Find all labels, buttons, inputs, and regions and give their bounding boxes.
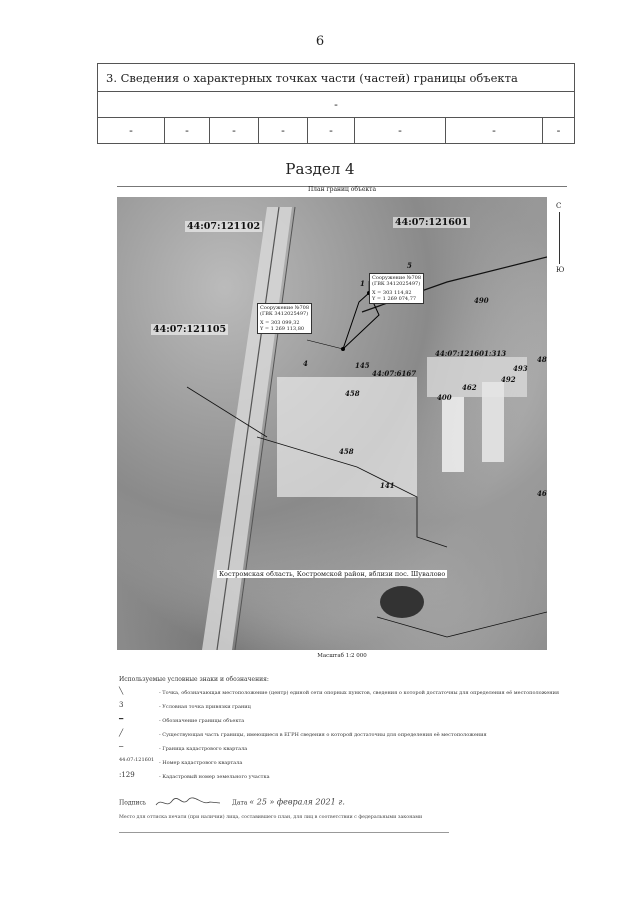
legend-symbol: 44:07:121601: [119, 757, 155, 763]
legend-item: [119, 771, 579, 785]
table-cell: -: [165, 118, 210, 144]
callout-sub: (ГВК 3412025497): [372, 281, 421, 287]
structure-callout-2: [257, 303, 312, 334]
cadastral-label-121102: 44:07:121102: [187, 221, 261, 232]
legend-symbol: ╱: [119, 729, 124, 737]
signature-line: [119, 797, 559, 809]
parcel-number: 458: [339, 447, 354, 456]
table-cell: -: [355, 118, 446, 144]
compass-north-label: С: [556, 202, 562, 210]
parcel-number: 400: [437, 393, 452, 402]
page-number: 6: [315, 34, 325, 49]
bottom-rule: [119, 832, 449, 833]
parcel-number: 141: [380, 481, 395, 490]
parcel-number: 462: [462, 383, 477, 392]
callout-leader: [307, 340, 343, 349]
handwritten-signature: [154, 797, 224, 809]
cadastral-label-121105: 44:07:121105: [153, 324, 227, 335]
signature-label: Подпись: [119, 799, 147, 807]
map-scale: Масштаб 1:2 000: [317, 653, 367, 659]
parcel-label-313: 44:07:121601:313: [435, 349, 507, 358]
boundary-plan: [117, 186, 567, 662]
table-cell: -: [308, 118, 355, 144]
table-cell: -: [543, 118, 575, 144]
table-cell: -: [259, 118, 308, 144]
legend-symbol: ━: [119, 715, 124, 723]
map-overlay: [117, 197, 547, 650]
callout-title: Сооружение №708: [260, 305, 310, 311]
parcel-number: 46: [537, 489, 547, 498]
legend-symbol: ╲: [119, 687, 124, 695]
building: [442, 397, 464, 472]
parcel-number: 48: [537, 355, 547, 364]
compass-arrow-icon: [559, 212, 560, 264]
signature-date: « 25 » февраля 2021 г.: [249, 797, 345, 807]
legend-text: - Кадастровый номер земельного участка: [159, 774, 270, 780]
structure-callout-1: [369, 273, 424, 304]
legend-symbol: ─: [119, 743, 124, 751]
callout-title: Сооружение №708: [372, 275, 422, 281]
callout-x: X = 303 114,82: [372, 290, 412, 296]
legend: [119, 676, 579, 785]
cadastral-label-121601: 44:07:121601: [395, 217, 469, 228]
legend-item: [119, 701, 579, 715]
points-cells-row: [98, 118, 575, 144]
legend-text: - Точка, обозначающая местоположение (центр) единой сети опорных пунктов, сведения о которой достаточны для определения её местоположения: [159, 690, 560, 696]
parcel-number: 493: [513, 364, 528, 373]
road-line: [217, 207, 279, 650]
legend-item: [119, 715, 579, 729]
table-cell: -: [446, 118, 543, 144]
legend-text: - Граница кадастрового квартала: [159, 746, 248, 752]
parcel-number: 458: [345, 389, 360, 398]
legend-item: [119, 687, 579, 701]
points-section-title: 3. Сведения о характерных точках части (частей) границы объекта: [98, 64, 575, 92]
point-number: 5: [407, 261, 412, 270]
map-address: Костромская область, Костромской район, вблизи пос. Шувалово: [219, 570, 446, 578]
pond: [380, 586, 424, 618]
callout-x: X = 303 099,32: [260, 320, 300, 326]
legend-symbol: 3: [119, 701, 124, 709]
compass-south-label: Ю: [556, 266, 565, 274]
callout-y: Y = 1 269 113,80: [260, 326, 305, 332]
legend-text: - Существующая часть границы, имеющиеся в ЕГРН сведения о которой достаточны для определения её местоположения: [159, 732, 487, 738]
stamp-note: Место для оттиска печати (при наличии) лица, составившего план, для лиц в соответствии с федеральными законами: [119, 815, 423, 820]
parcel-number: 145: [355, 361, 370, 370]
legend-text: - Обозначение границы объекта: [159, 718, 245, 724]
legend-item: [119, 729, 579, 743]
legend-item: [119, 757, 579, 771]
table-cell: -: [98, 118, 165, 144]
callout-sub: (ГВК 3412025497): [260, 311, 309, 317]
parcel-number: 490: [474, 296, 489, 305]
section-title: Раздел 4: [285, 160, 355, 178]
point-number: 4: [303, 359, 308, 368]
aerial-map: [117, 197, 547, 650]
parcel-label-6167: 44:07:6167: [372, 369, 417, 378]
plan-title: План границ объекта: [307, 186, 377, 193]
legend-item: [119, 743, 579, 757]
legend-text: - Номер кадастрового квартала: [159, 760, 243, 766]
building: [482, 382, 504, 462]
table-cell: -: [210, 118, 259, 144]
points-table: [97, 63, 575, 144]
callout-y: Y = 1 269 074,77: [372, 296, 417, 302]
date-label: Дата: [232, 799, 248, 807]
points-row-value: -: [98, 92, 575, 118]
legend-symbol: :129: [119, 771, 135, 779]
parcel-number: 492: [501, 375, 516, 384]
point-number: 1: [360, 279, 365, 288]
legend-text: - Условная точка привязки границ: [159, 704, 251, 710]
legend-title: Используемые условные знаки и обозначения:: [119, 676, 269, 683]
